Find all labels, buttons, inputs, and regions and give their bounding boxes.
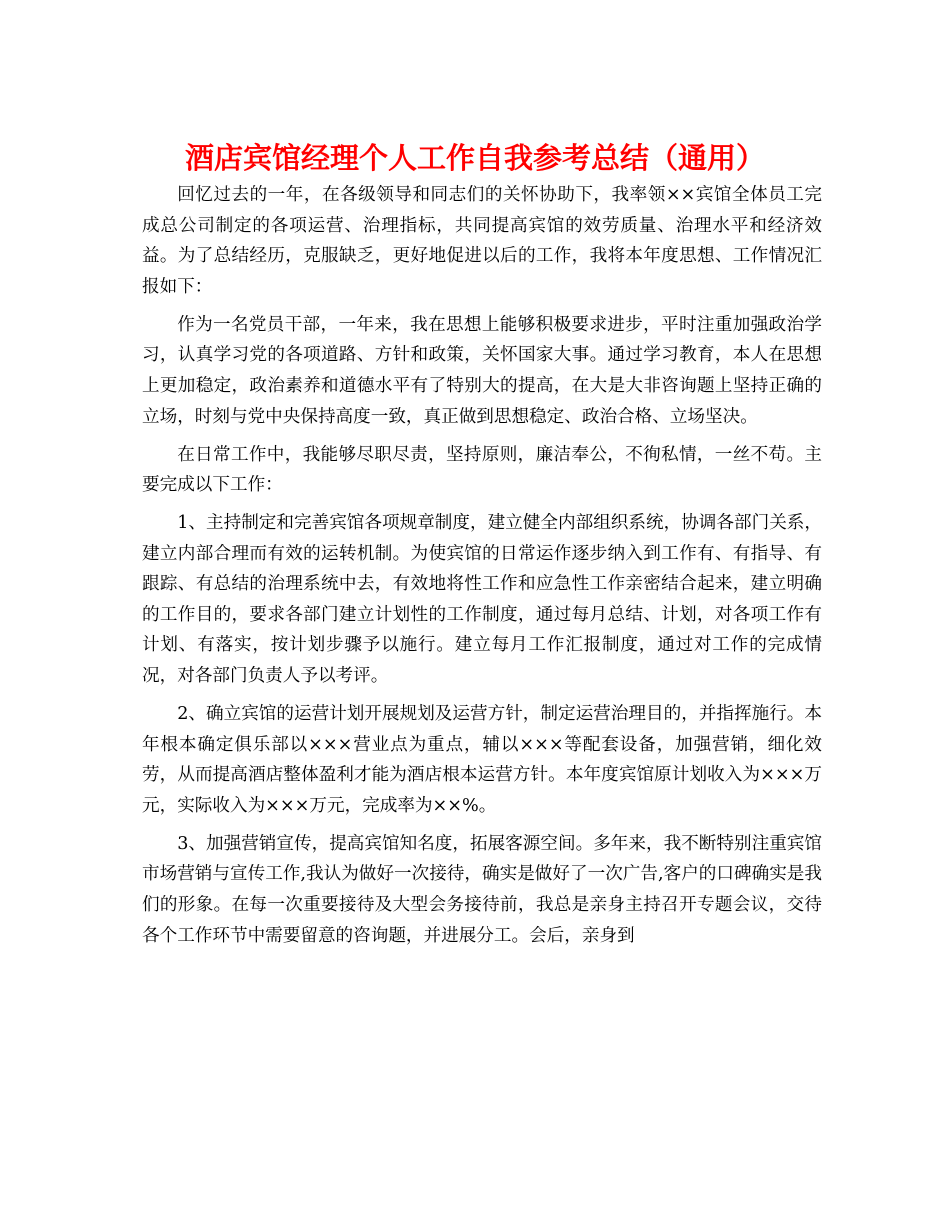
document-body bbox=[142, 180, 822, 959]
paragraph-1: 回忆过去的一年，在各级领导和同志们的关怀协助下，我率领××宾馆全体员工完成总公司制定的各项运营、治理指标，共同提高宾馆的效劳质量、治理水平和经济效益。为了总结经历，克服缺乏，更好地促进以后的工作，我将本年度思想、工作情况汇报如下： bbox=[142, 185, 822, 297]
paragraph-2: 作为一名党员干部，一年来，我在思想上能够积极要求进步，平时注重加强政治学习，认真学习党的各项道路、方针和政策，关怀国家大事。通过学习教育，本人在思想上更加稳定，政治素养和道德水平有了特别大的提高，在大是大非咨询题上坚持正确的立场，时刻与党中央保持高度一致，真正做到思想稳定、政治合格、立场坚决。 bbox=[142, 314, 822, 427]
paragraph-5: 2、确立宾馆的运营计划开展规划及运营方针，制定运营治理目的，并指挥施行。本年根本确定俱乐部以×××营业点为重点，辅以×××等配套设备，加强营销，细化效劳，从而提高酒店整体盈利才能为酒店根本运营方针。本年度宾馆原计划收入为×××万元，实际收入为×××万元，完成率为××%。 bbox=[142, 704, 822, 816]
paragraph-4: 1、主持制定和完善宾馆各项规章制度，建立健全内部组织系统，协调各部门关系，建立内部合理而有效的运转机制。为使宾馆的日常运作逐步纳入到工作有、有指导、有跟踪、有总结的治理系统中去，有效地将性工作和应急性工作亲密结合起来，建立明确的工作目的，要求各部门建立计划性的工作制度，通过每月总结、计划，对各项工作有计划、有落实，按计划步骤予以施行。建立每月工作汇报制度，通过对工作的完成情况，对各部门负责人予以考评。 bbox=[142, 513, 822, 687]
paragraph-6: 3、加强营销宣传，提高宾馆知名度，拓展客源空间。多年来，我不断特别注重宾馆市场营销与宣传工作,我认为做好一次接待，确实是做好了一次广告,客户的口碑确实是我们的形象。在每一次重要接待及大型会务接待前，我总是亲身主持召开专题会议，交待各个工作环节中需要留意的咨询题，并进展分工。会后，亲身到 bbox=[142, 833, 822, 946]
document-title: 酒店宾馆经理个人工作自我参考总结（通用） bbox=[184, 141, 765, 175]
paragraph-3: 在日常工作中，我能够尽职尽责，坚持原则，廉洁奉公，不徇私情，一丝不苟。主要完成以下工作： bbox=[142, 444, 822, 496]
